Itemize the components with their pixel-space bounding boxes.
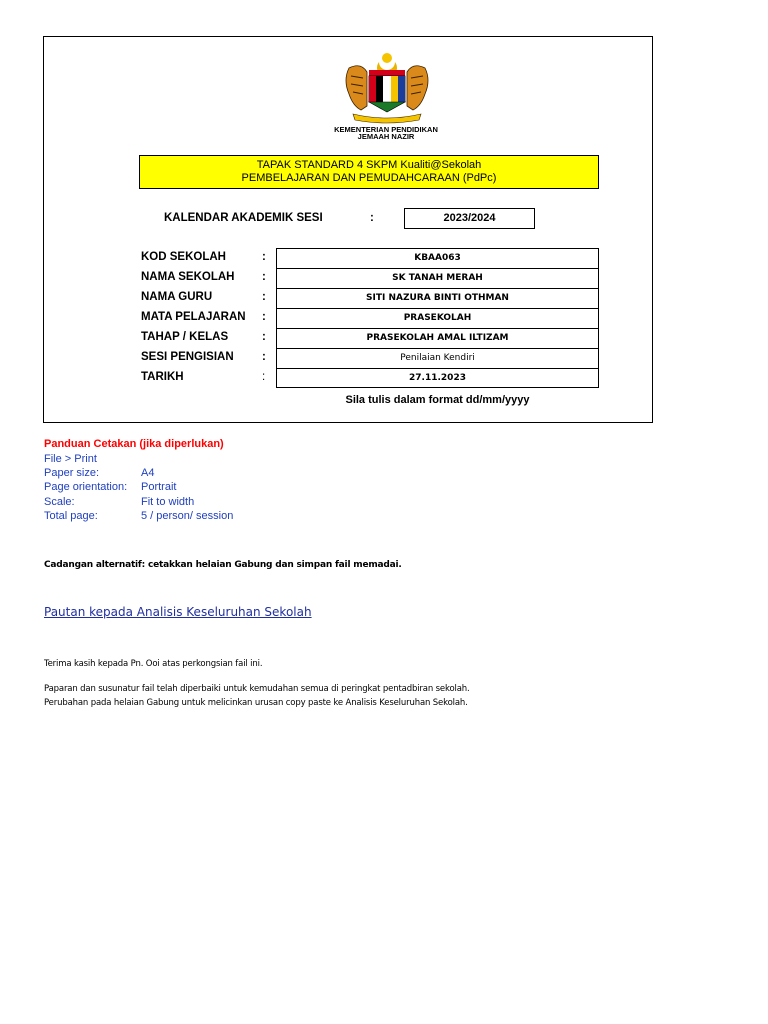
class-field[interactable]: PRASEKOLAH AMAL ILTIZAM (277, 329, 598, 349)
subject-label: MATA PELAJARAN (141, 311, 246, 323)
total-page-key: Total page: (44, 510, 98, 522)
colon: : (262, 251, 266, 263)
date-field[interactable]: 27.11.2023 (409, 373, 466, 383)
info-table (276, 248, 599, 388)
colon: : (262, 311, 266, 323)
total-page-value: 5 / person/ session (141, 510, 234, 522)
improvement-note-1: Paparan dan susunatur fail telah diperbaiki untuk kemudahan semua di peringkat pentadbiran sekolah. (44, 684, 470, 694)
school-analysis-link[interactable]: Pautan kepada Analisis Keseluruhan Sekolah (44, 605, 312, 619)
improvement-note-2: Perubahan pada helaian Gabung untuk melicinkan urusan copy paste ke Analisis Keseluruhan Sekolah. (44, 698, 468, 708)
paper-size-key: Paper size: (44, 467, 100, 479)
session-fill-label: SESI PENGISIAN (141, 351, 234, 363)
banner-title: TAPAK STANDARD 4 SKPM Kualiti@Sekolah (256, 159, 482, 171)
scale-value: Fit to width (141, 496, 195, 508)
school-code-field[interactable]: KBAA063 (277, 249, 598, 269)
alternative-suggestion: Cadangan alternatif: cetakkan helaian Gabung dan simpan fail memadai. (44, 560, 402, 570)
session-colon: : (370, 212, 374, 224)
date-label: TARIKH (141, 371, 184, 383)
colon: : (262, 291, 266, 303)
school-name-field[interactable]: SK TANAH MERAH (277, 269, 598, 289)
teacher-name-field[interactable]: SITI NAZURA BINTI OTHMAN (277, 289, 598, 309)
orientation-value: Portrait (141, 481, 177, 493)
subject-field[interactable]: PRASEKOLAH (277, 309, 598, 329)
thanks-note: Terima kasih kepada Pn. Ooi atas perkongsian fail ini. (44, 659, 263, 669)
school-name-label: NAMA SEKOLAH (141, 271, 235, 283)
print-path: File > Print (44, 453, 97, 465)
session-value-field[interactable]: 2023/2024 (404, 208, 535, 229)
paper-size-value: A4 (141, 467, 155, 479)
colon: : (262, 351, 266, 363)
teacher-name-label: NAMA GURU (141, 291, 213, 303)
print-guide-title: Panduan Cetakan (jika diperlukan) (44, 438, 224, 450)
colon: : (262, 371, 266, 383)
class-label: TAHAP / KELAS (141, 331, 229, 343)
banner-subtitle: PEMBELAJARAN DAN PEMUDAHCARAAN (PdPc) (241, 172, 497, 184)
colon: : (262, 331, 266, 343)
date-format-note: Sila tulis dalam format dd/mm/yyyy (345, 394, 530, 406)
session-fill-field[interactable]: Penilaian Kendiri (277, 349, 598, 369)
session-label: KALENDAR AKADEMIK SESI (164, 212, 323, 224)
title-banner (139, 155, 599, 189)
colon: : (262, 271, 266, 283)
coat-of-arms-logo (339, 50, 435, 124)
inspectorate-name: JEMAAH NAZIR (357, 132, 415, 141)
school-code-label: KOD SEKOLAH (141, 251, 226, 263)
ministry-name: KEMENTERIAN PENDIDIKAN (334, 125, 438, 134)
orientation-key: Page orientation: (44, 481, 128, 493)
scale-key: Scale: (44, 496, 75, 508)
